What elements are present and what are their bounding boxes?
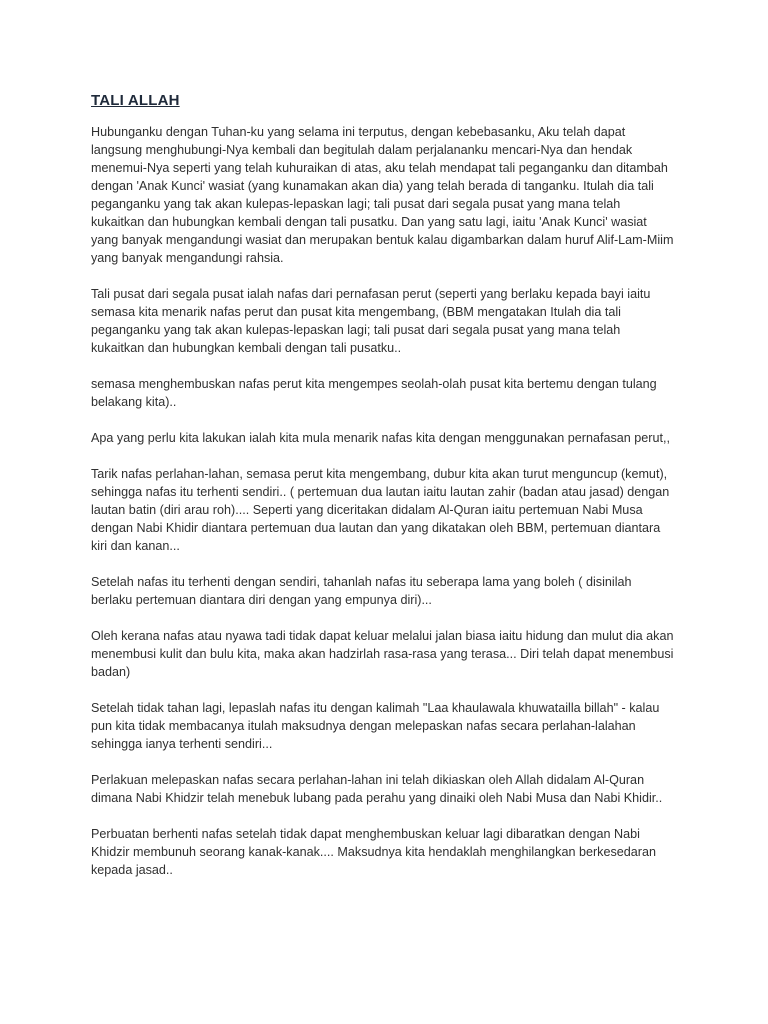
paragraph-9: Perlakuan melepaskan nafas secara perlahan-lahan ini telah dikiaskan oleh Allah didalam Al-Quran dimana Nabi Khidzir telah menebuk lubang pada perahu yang dinaiki oleh Nabi Musa dan Nabi Khidir.. [91,773,663,805]
paragraph-3: semasa menghembuskan nafas perut kita mengempes seolah-olah pusat kita bertemu dengan tulang belakang kita).. [91,377,657,409]
paragraph-2: Tali pusat dari segala pusat ialah nafas dari pernafasan perut (seperti yang berlaku kepada bayi iaitu semasa kita menarik nafas perut dan pusat kita mengembang, (BBM mengatakan Itulah dia tali peganganku yang tak akan kulepas-lepaskan lagi; tali pusat dari segala pusat yang mana telah kukaitkan dan hubungkan kembali dengan tali pusatku.. [91,287,651,355]
paragraph-1: Hubunganku dengan Tuhan-ku yang selama ini terputus, dengan kebebasanku, Aku telah dapat langsung menghubungi-Nya kembali dan begitulah dalam perjalananku mencari-Nya dan hendak menemui-Nya seperti yang telah kuhuraikan di atas, aku telah mendapat tali peganganku dan ditambah dengan 'Anak Kunci' wasiat (yang kunamakan akan dia) yang telah berada di tanganku. Itulah dia tali peganganku yang tak akan kulepas-lepaskan lagi; tali pusat dari segala pusat yang mana telah kukaitkan dan hubungkan kembali dengan tali pusatku. Dan yang satu lagi, iaitu 'Anak Kunci' wasiat yang banyak mengandungi wasiat dan merupakan bentuk kalau digambarkan dalam huruf Alif-Lam-Miim yang banyak mengandungi rahsia. [91,125,674,265]
paragraph-5: Tarik nafas perlahan-lahan, semasa perut kita mengembang, dubur kita akan turut menguncup (kemut), sehingga nafas itu terhenti sendiri.. ( pertemuan dua lautan iaitu lautan zahir (badan atau jasad) dengan lautan batin (diri arau roh).... Seperti yang diceritakan didalam Al-Quran iaitu pertemuan Nabi Musa dengan Nabi Khidir diantara pertemuan dua lautan dan yang dikatakan oleh BBM, pertemuan diantara kiri dan kanan... [91,467,670,553]
paragraph-6: Setelah nafas itu terhenti dengan sendiri, tahanlah nafas itu seberapa lama yang boleh ( disinilah berlaku pertemuan diantara diri dengan yang empunya diri)... [91,575,632,607]
paragraph-10: Perbuatan berhenti nafas setelah tidak dapat menghembuskan keluar lagi dibaratkan dengan Nabi Khidzir membunuh seorang kanak-kanak.... Maksudnya kita hendaklah menghilangkan berkesedaran kepada jasad.. [91,827,656,877]
document-title: TALI ALLAH [91,92,180,109]
paragraph-4: Apa yang perlu kita lakukan ialah kita mula menarik nafas kita dengan menggunakan pernafasan perut,, [91,431,670,445]
paragraph-7: Oleh kerana nafas atau nyawa tadi tidak dapat keluar melalui jalan biasa iaitu hidung dan mulut dia akan menembusi kulit dan bulu kita, maka akan hadzirlah rasa-rasa yang terasa... Diri telah dapat menembusi badan) [91,629,674,679]
document-page [91,92,676,897]
paragraph-8: Setelah tidak tahan lagi, lepaslah nafas itu dengan kalimah "Laa khaulawala khuwatailla billah" - kalau pun kita tidak membacanya itulah maksudnya dengan melepaskan nafas secara perlahan-lalahan sehingga ianya terhenti sendiri... [91,701,660,751]
